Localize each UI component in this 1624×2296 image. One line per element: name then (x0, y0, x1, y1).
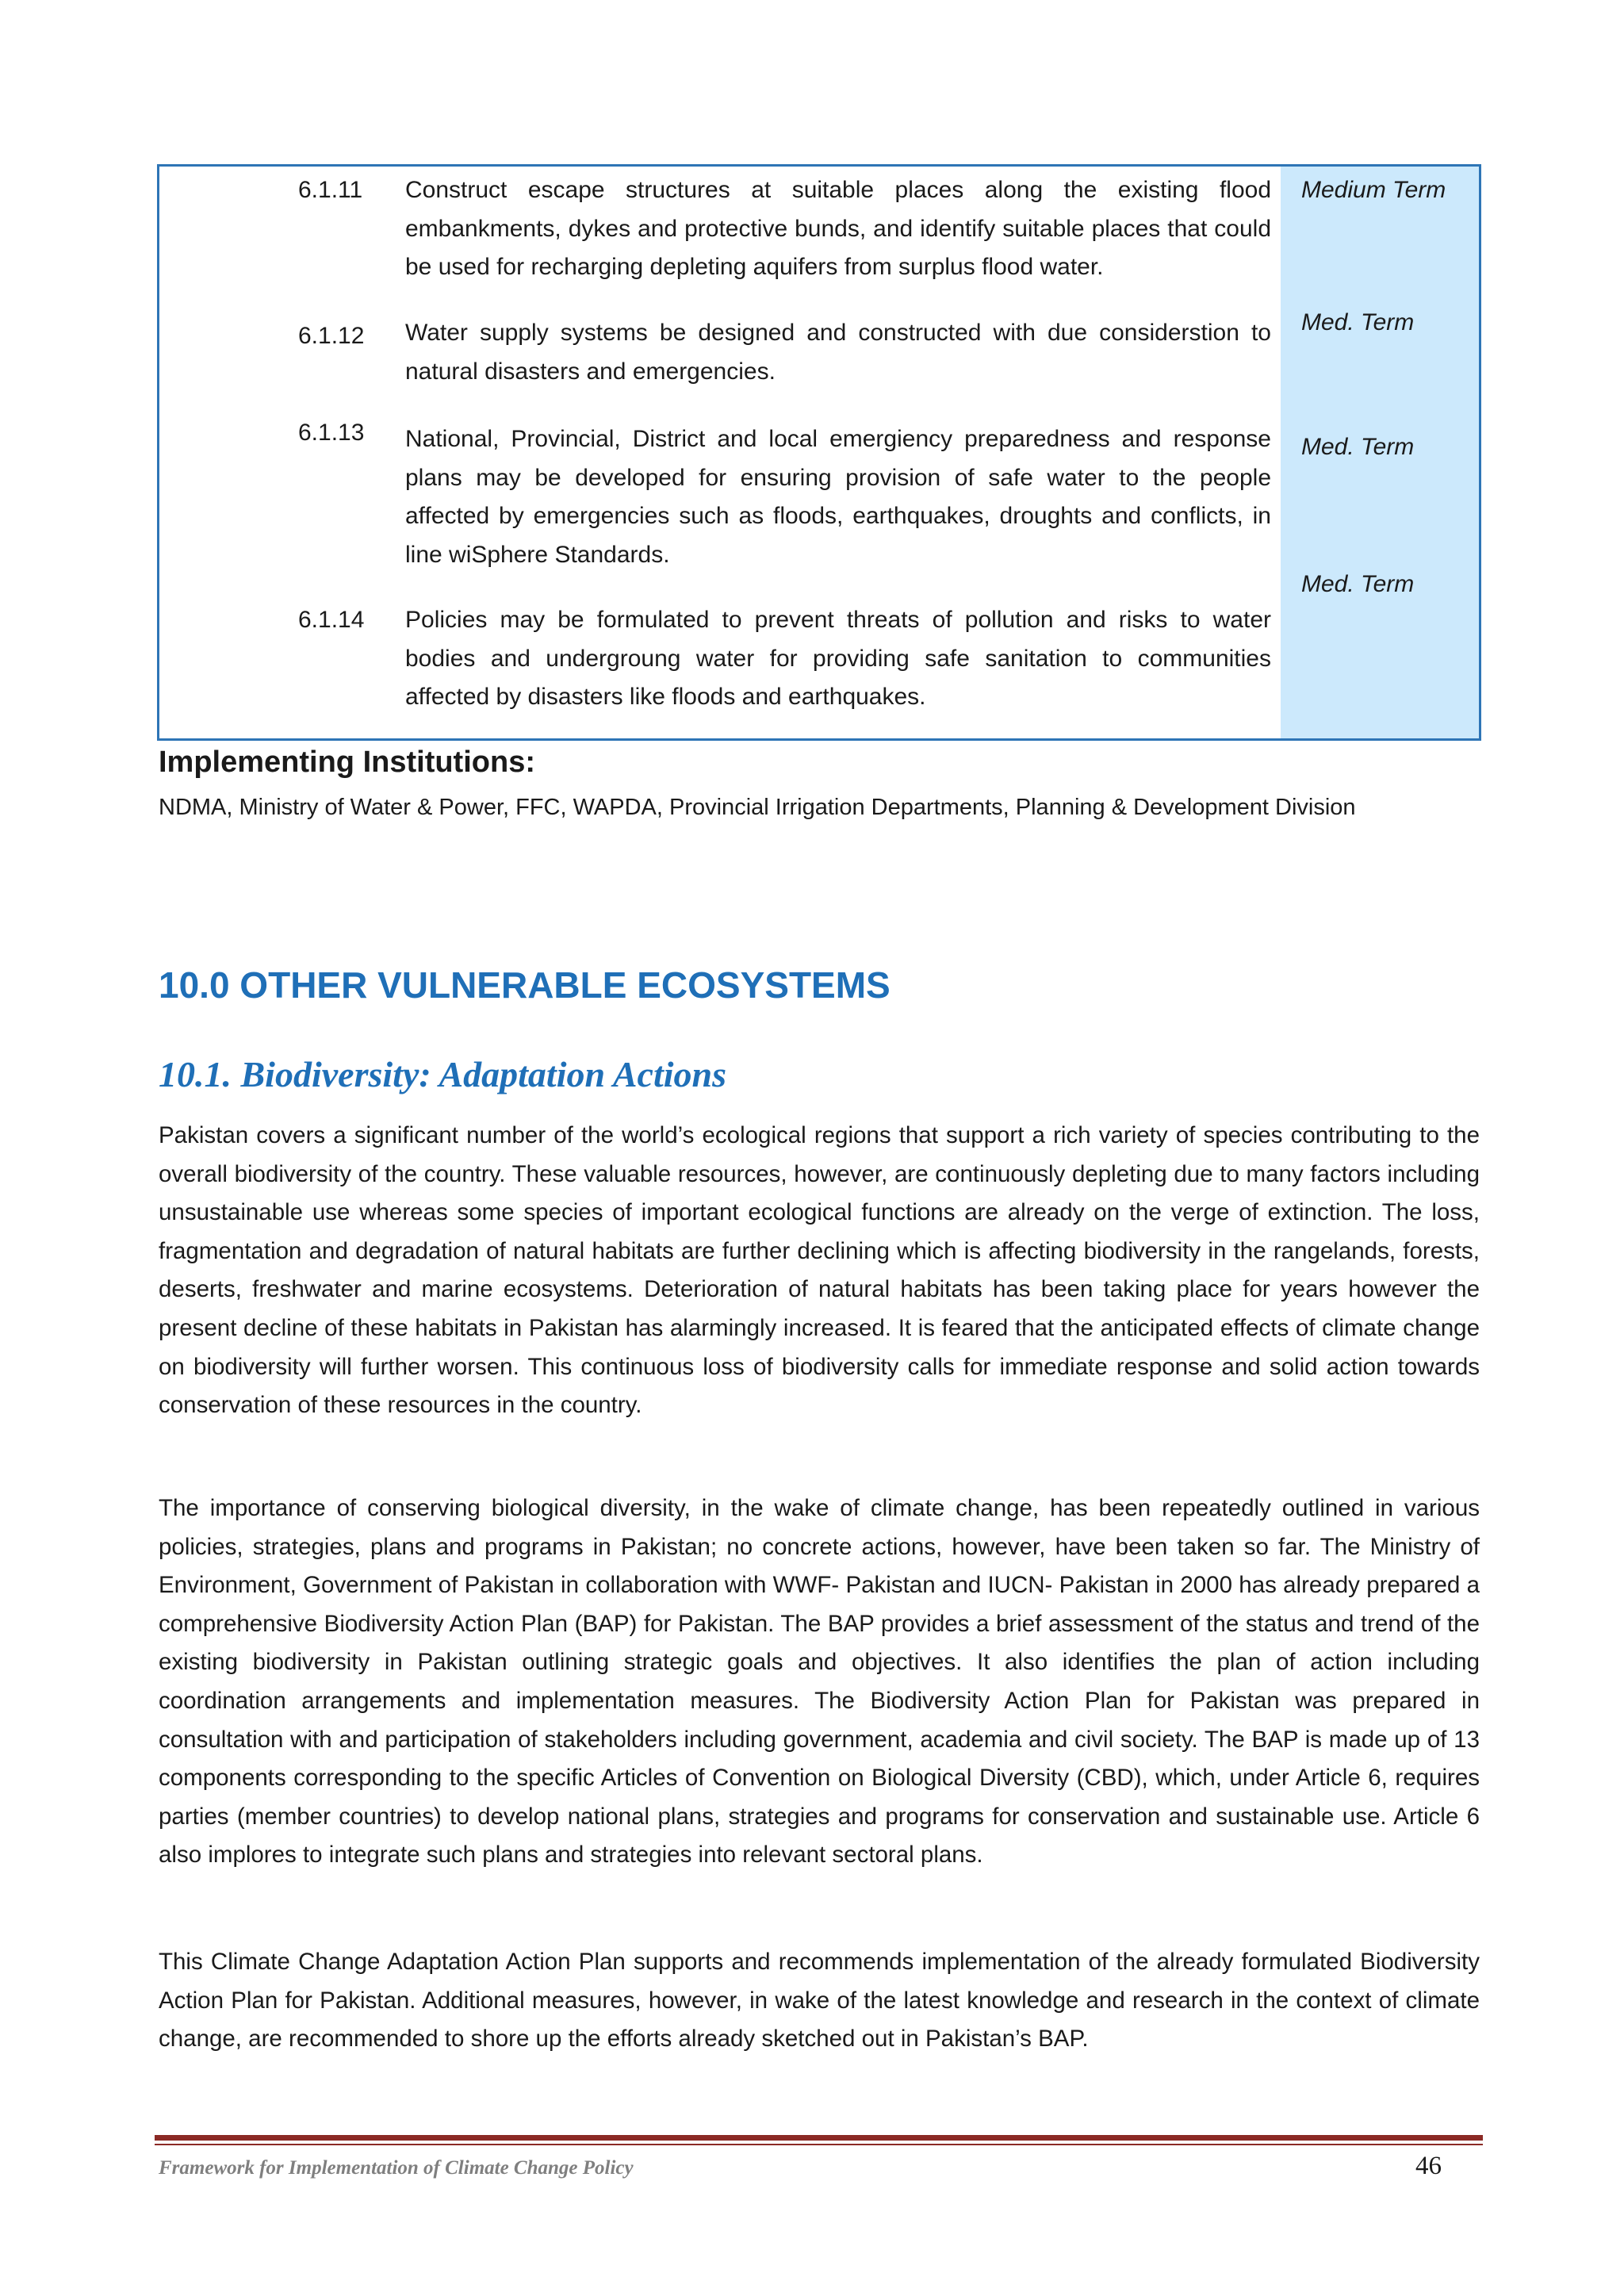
action-term: Med. Term (1301, 309, 1415, 335)
action-number: 6.1.12 (298, 323, 365, 349)
body-paragraph: The importance of conserving biological diversity, in the wake of climate change, has been repeatedly outlined in various policies, strategies, plans and programs in Pakistan; no concrete actions, however, have been taken so far. The Ministry of Environment, Government of Pakistan in collaboration with WWF- Pakistan and IUCN- Pakistan in 2000 has already prepared a comprehensive Biodiversity Action Plan (BAP) for Pakistan. The BAP provides a brief assessment of the status and trend of the existing biodiversity in Pakistan outlining strategic goals and objectives. It also identifies the plan of action including coordination arrangements and implementation measures. The Biodiversity Action Plan for Pakistan was prepared in consultation with and participation of stakeholders including government, academia and civil society. The BAP is made up of 13 components corresponding to the specific Articles of Convention on Biological Diversity (CBD), which, under Article 6, requires parties (member countries) to develop national plans, strategies and programs for conservation and sustainable use. Article 6 also implores to integrate such plans and strategies into relevant sectoral plans. (159, 1495, 1480, 1869)
action-number: 6.1.13 (298, 420, 365, 446)
section-heading: 10.0 OTHER VULNERABLE ECOSYSTEMS (159, 964, 891, 1006)
body-paragraph: Pakistan covers a significant number of the world’s ecological regions that support a rich variety of species contributing to the overall biodiversity of the country. These valuable resources, however, are continuously depleting due to many factors including unsustainable use whereas some species of important ecological functions are already on the verge of extinction. The loss, fragmentation and degradation of natural habitats are further declining which is affecting biodiversity in the rangelands, forests, deserts, freshwater and marine ecosystems. Deterioration of natural habitats has been taking place for years however the present decline of these habitats in Pakistan has alarmingly increased. It is feared that the anticipated effects of climate change on biodiversity will further worsen. This continuous loss of biodiversity calls for immediate response and solid action towards conservation of these resources in the country. (159, 1122, 1480, 1419)
body-paragraph: This Climate Change Adaptation Action Plan supports and recommends implementation of the already formulated Biodiversity Action Plan for Pakistan. Additional measures, however, in wake of the latest knowledge and research in the context of climate change, are recommended to shore up the efforts already sketched out in Pakistan’s BAP. (159, 1949, 1480, 2053)
action-description: Policies may be formulated to prevent threats of pollution and risks to water bodies and undergroung water for providing safe sanitation to communities affected by disasters like floods and earthquakes. (405, 607, 1271, 710)
action-table (157, 164, 1481, 741)
footer-divider (155, 2135, 1483, 2141)
action-number: 6.1.14 (298, 607, 365, 633)
subsection-heading: 10.1. Biodiversity: Adaptation Actions (159, 1054, 727, 1094)
action-description: Water supply systems be designed and constructed with due considerstion to natural disasters and emergencies. (405, 320, 1271, 385)
action-description: Construct escape structures at suitable places along the existing flood embankments, dykes and protective bunds, and identify suitable places that could be used for recharging depleting aquifers from surplus flood water. (405, 177, 1271, 280)
implementing-institutions-text: NDMA, Ministry of Water & Power, FFC, WAPDA, Provincial Irrigation Departments, Planning & Development Division (159, 795, 1356, 820)
action-term: Med. Term (1301, 434, 1415, 460)
action-description: National, Provincial, District and local emergiency preparedness and response plans may be developed for ensuring provision of safe water to the people affected by emergencies such as floods, earthquakes, droughts and conflicts, in line wiSphere Standards. (405, 426, 1271, 568)
action-number: 6.1.11 (298, 177, 363, 203)
page-number: 46 (1415, 2152, 1442, 2180)
footer-divider-thin (155, 2144, 1483, 2145)
footer-title: Framework for Implementation of Climate Change Policy (159, 2157, 634, 2179)
implementing-institutions-heading: Implementing Institutions: (159, 746, 535, 779)
action-term: Medium Term (1301, 177, 1446, 203)
action-term: Med. Term (1301, 571, 1415, 597)
